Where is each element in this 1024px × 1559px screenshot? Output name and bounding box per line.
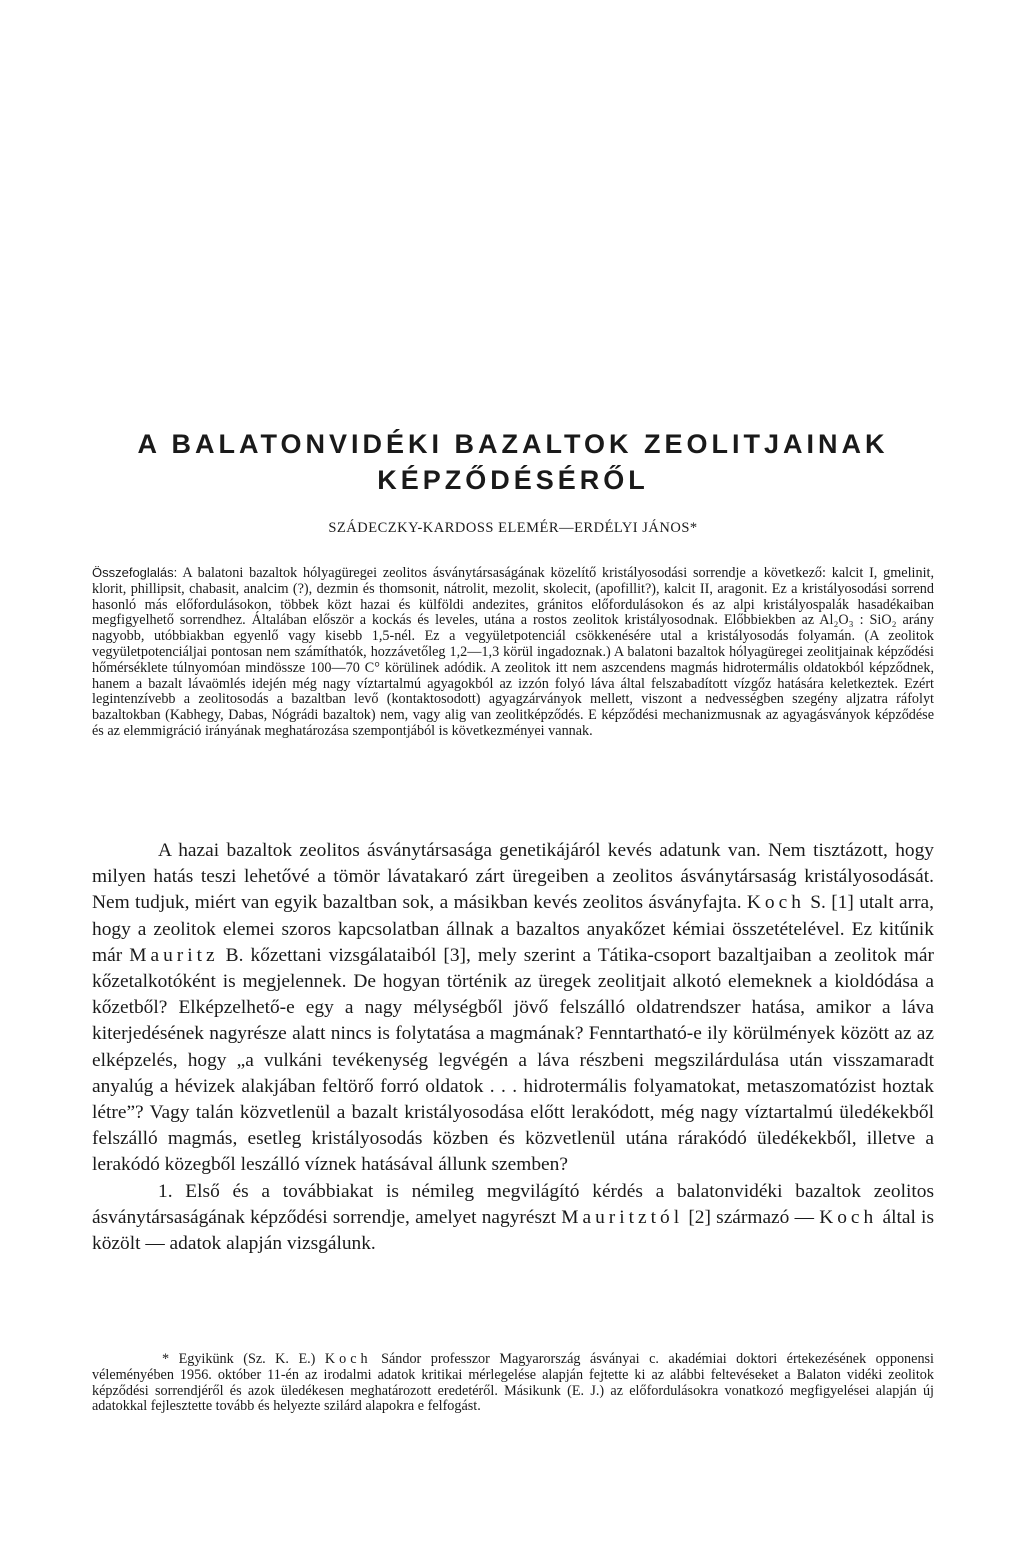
abstract-text: A balatoni bazaltok hólyagüregei zeolitos ásványtársaságának közelítő kristályosodási sorrendje a következő: kalcit I, gmelinit, klorit, phillipsit, chabasit, analcim (?), dezmin és thomsonit, nátrolit, mezolit, skolecit, (apofillit?), kalcit II, aragonit. Ez a kristályosodási sorrend hasonló más előfordulásokon, többek közt hazai és külföldi andezites, gránitos előfordulásokon és az alpi kristályospalák hasadékaiban megfigyelhető sorrendhez. Általában először a kockás és leveles, utána a rostos zeolitok kristályosodnak. Előbbiekben az Al₂O₃ : SiO₂ arány nagyobb, utóbbiakban egyenlő vagy kisebb 1,5-nél. Ez a vegyületpotenciál csökkenésére utal a kristályosodás folyamán. (A zeolitok vegyületpotenciáljai pontosan nem számíthatók, hozzávetőleg 1,2—1,3 körül ingadoznak.) A balatoni bazaltok hólyagüregei zeolitjainak képződési hőmérséklete túlnyomóan mindössze 100—70 C° körülinek adódik. A zeolitok itt nem aszcendens magmás hidrotermális oldatokból képződnek, hanem a bazalt lávaömlés idején még nagy víztartalmú agyagokból az izzón folyó láva által felszabadított vízgőz hatására keletkeztek. Ezért legintenzívebb a zeolitosodás a bazaltban levő (kontaktosodott) agyagzárványok mellett, viszont a nedvességben szegény aljzatra ráfolyt bazaltokban (Kabhegy, Dabas, Nógrádi bazaltok) nem, vagy alig van zeolitképződés. E képződési mechanizmusnak az agyagásványok képződése és az elemmigráció irányának meghatározása szempontjából is következményei vannak. <box>92 565 935 739</box>
paragraph-2-text-b: [2] származó — <box>683 1206 820 1228</box>
title-line-1: A BALATONVIDÉKI BAZALTOK ZEOLITJAINAK <box>137 429 889 459</box>
paragraph-1 <box>92 838 934 1179</box>
author-name-mauritztol: Mauritztól <box>561 1206 684 1228</box>
footnote-text-a: Egyikünk (Sz. K. E.) <box>178 1351 325 1367</box>
abstract <box>92 565 934 740</box>
paragraph-1-text-b: S. [1] utalt arra, hogy a zeolitok elemei szoros kapcsolatban állnak a bazaltos anyakőzet kémiai összetételével. Ez kitűnik már <box>92 892 935 966</box>
footnote-name-koch: Koch <box>324 1351 372 1367</box>
title-line-2: KÉPZŐDÉSÉRŐL <box>377 465 649 495</box>
abstract-label: Összefoglalás: <box>92 565 178 580</box>
author-line: SZÁDECZKY-KARDOSS ELEMÉR—ERDÉLYI JÁNOS* <box>328 520 698 536</box>
article-title <box>88 426 938 498</box>
paragraph-2 <box>92 1179 934 1258</box>
footnote-text-b: Sándor professzor Magyarország ásványai c. akadémiai doktori értekezésének opponensi véleményében 1956. október 11-én az irodalmi adatok kritikai mérlegelése alapján fejtette ki az alábbi feltevéseket a Balaton vidéki zeolitok képződési sorrendjéről és azok üledékesen meghatározott eredetéről. Másikunk (E. J.) az előfordulásokra vonatkozó megfigyelései alapján új adatokkal fejlesztette tovább és helyezte szilárd alapokra e felfogást. <box>92 1351 935 1415</box>
paragraph-2-text-a: 1. Első és a továbbiakat is némileg megvilágító kérdés a balatonvidéki bazaltok zeolitos ásványtársaságának képződési sorrendje, amelyet nagyrészt <box>92 1180 934 1228</box>
author-name-mauritz: Mauritz <box>129 944 219 966</box>
footnote <box>92 1352 934 1415</box>
document-page <box>88 0 938 1559</box>
body-text <box>92 838 934 1257</box>
paragraph-1-text-a: A hazai bazaltok zeolitos ásványtársasága genetikájáról kevés adatunk van. Nem tisztázott, hogy milyen hatás teszi lehetővé a tömör lávatakaró zárt üregeiben a zeolitos ásványtársaság kristályosodását. Nem tudjuk, miért van egyik bazaltban sok, a másikban kevés zeolitos ásványfajta. <box>92 840 934 914</box>
author-name-koch: Koch <box>746 892 805 914</box>
paragraph-2-text-c: által is közölt — adatok alapján vizsgálunk. <box>92 1206 934 1255</box>
footnote-marker: * <box>162 1351 179 1367</box>
paragraph-1-text-c: B. kőzettani vizsgálataiból [3], mely szerint a Tátika-csoport bazaltjaiban a zeolitok már kőzetalkotóként is megjelennek. De hogyan történik az üregek zeolitjait alkotó elemeknek a kioldódása a kőzetből? Elképzelhető-e egy a nagy mélységből jövő felszálló oldatrendszer hatása, amikor a láva kiterjedésének nagyrésze alatt nincs is folytatása a magmának? Fenntartható-e ily körülmények között az az elképzelés, hogy „a vulkáni tevékenység legvégén a láva részbeni megszilárdulása után visszamaradt anyalúg a hévizek alakjában feltörő forró oldatok . . . hidrotermális folyamatokat, metaszomatózist hoztak létre”? Vagy talán közvetlenül a bazalt kristályosodása előtt lerakódott, még nagy víztartalmú üledékekből felszálló magmás, esetleg kristályosodás közben és közvetlenül utána rárakódó üledékekből, illetve a lerakódó közegből leszálló víznek hatásával állunk szemben? <box>92 944 934 1176</box>
author-name-koch-2: Koch <box>819 1206 878 1228</box>
